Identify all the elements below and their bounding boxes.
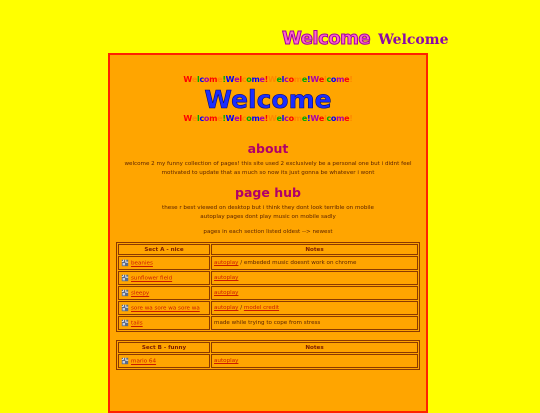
page-link[interactable]: mario 64 [131,358,157,365]
table-row [118,271,418,285]
page-cell [118,256,210,270]
hub-line-1: these r best viewed on desktop but i think they dont look terrible on mobile [162,205,374,211]
page-cell [118,301,210,315]
section-b-table [116,340,420,370]
section-a-table [116,242,420,332]
section-b-notes-header: Notes [211,342,418,353]
hub-line-2: autoplay pages dont play music on mobile sadly [200,214,336,220]
table-row [118,256,418,270]
main-panel [108,53,428,413]
puzzle-icon [121,274,129,282]
autoplay-link[interactable]: autoplay [214,260,239,266]
notes-cell [211,301,418,315]
note-text: / [238,305,244,311]
puzzle-icon [121,357,129,365]
about-heading: about [247,141,289,156]
page-link[interactable]: sleepy [131,290,150,297]
autoplay-link[interactable]: autoplay [214,358,239,364]
notes-cell [211,271,418,285]
puzzle-icon [121,319,129,327]
page-link[interactable]: beanies [131,260,153,267]
page-link[interactable]: sunflower field [131,275,173,282]
rainbow-word: Welcome! [310,114,353,123]
section-a-title: Sect A - nice [118,244,210,255]
puzzle-icon [121,259,129,267]
page-link[interactable]: sore wa sore wa sore wa [131,305,200,312]
about-text [110,160,426,178]
top-banner [282,28,448,49]
table-row [118,286,418,300]
rainbow-word: Welcome! [268,114,311,123]
page-cell [118,271,210,285]
page-link[interactable]: tails [131,320,143,327]
rainbow-welcome-row [110,114,426,124]
rainbow-word: Welcome! [268,75,311,84]
puzzle-icon [121,304,129,312]
rainbow-word: Welcome! [225,114,268,123]
hub-line-3: pages in each section listed oldest --> newest [203,229,333,235]
banner-welcome-serif: Welcome [378,32,449,48]
page-cell [118,316,210,330]
table-row [118,354,418,368]
notes-cell [211,256,418,270]
rainbow-word: Welcome! [225,75,268,84]
about-line-2: motivated to update that as much so now its just gonna be whatever i wont [161,170,375,176]
autoplay-link[interactable]: autoplay [214,305,239,311]
table-row [118,316,418,330]
page-cell [118,354,210,368]
rainbow-welcome-row [110,75,426,85]
notes-cell [211,286,418,300]
table-row [118,301,418,315]
hub-text [110,204,426,237]
about-line-1: welcome 2 my funny collection of pages! this site used 2 exclusively be a personal one but i didnt feel [124,161,412,167]
note-text: / embeded music doesnt work on chrome [238,260,357,266]
autoplay-link[interactable]: autoplay [214,275,239,281]
notes-cell [211,354,418,368]
model-credit-link[interactable]: model credit [243,305,280,311]
autoplay-link[interactable]: autoplay [214,290,239,296]
section-a-notes-header: Notes [211,244,418,255]
rainbow-word: Welcome! [183,75,226,84]
notes-cell [211,316,418,330]
page-title: Welcome [204,85,332,114]
page-hub-heading: page hub [235,185,301,200]
banner-welcome-outline: Welcome [282,28,371,49]
section-b-title: Sect B - funny [118,342,210,353]
note-text: made while trying to cope from stress [214,320,321,326]
rainbow-word: Welcome! [310,75,353,84]
page-cell [118,286,210,300]
rainbow-word: Welcome! [183,114,226,123]
puzzle-icon [121,289,129,297]
